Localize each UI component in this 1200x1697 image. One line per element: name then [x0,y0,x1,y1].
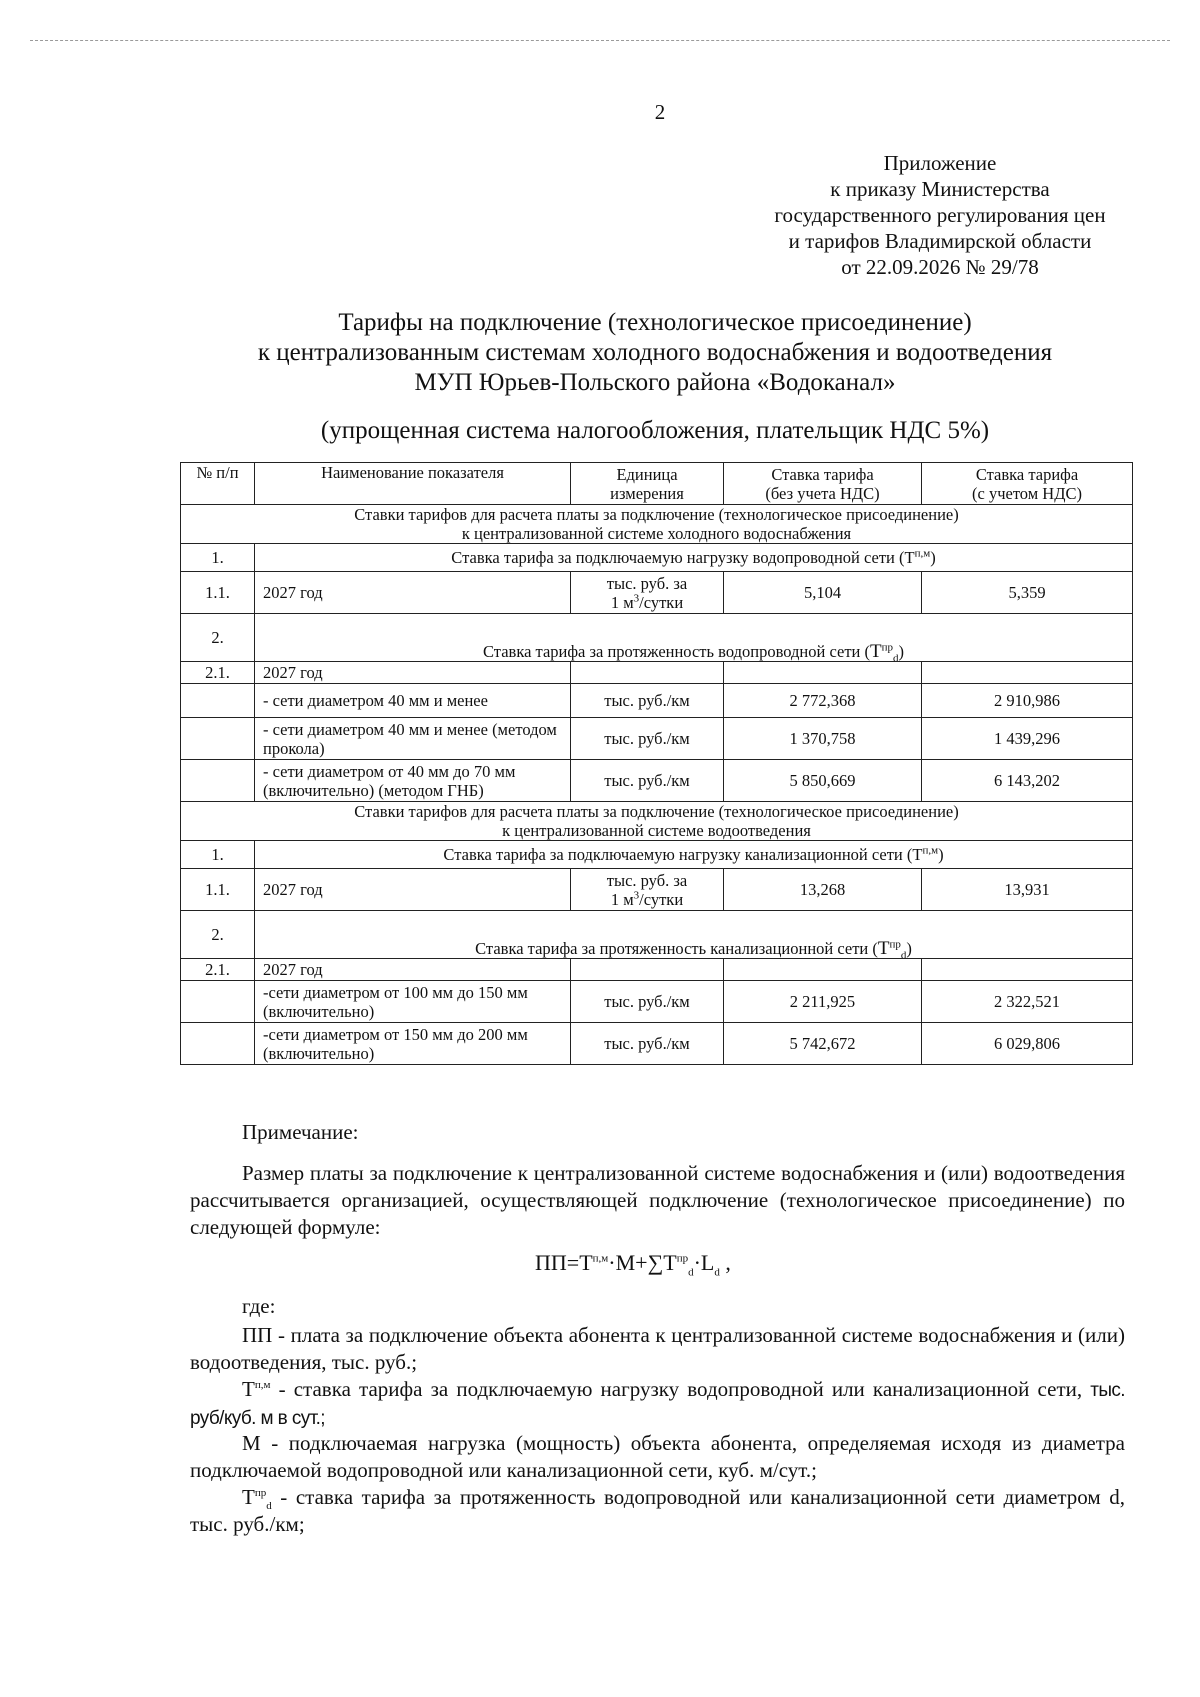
row-unit: тыс. руб./км [571,760,724,802]
row-rate: 5,104 [724,572,922,614]
title-line: к централизованным системам холодного водоснабжения и водоотведения [257,339,1053,366]
row-rate: 1 370,758 [724,718,922,760]
appendix-line: государственного регулирования цен [774,203,1106,227]
table-row [181,981,1133,1023]
table-row [181,544,1133,572]
row-unit: тыс. руб. за 1 $м^3$/сутки [571,869,724,911]
row-year: 2027 год [255,572,571,614]
row-num: 1. [181,544,255,572]
row-name: - сети диаметром 40 мм и менее [255,684,571,718]
row-num: 2. [181,911,255,959]
header-num: № п/п [181,463,255,505]
table-row [181,718,1133,760]
row-rate: 13,268 [724,869,922,911]
definition-pp: ПП - плата за подключение объекта абонента к централизованной системе водоснабжения и (или) водоотведения, тыс. руб.; [190,1323,1125,1374]
row-rate-vat: 13,931 [922,869,1133,911]
table-row [181,869,1133,911]
title-line: МУП Юрьев-Польского района «Водоканал» [414,369,896,396]
row-unit: тыс. руб./км [571,684,724,718]
table-row [181,684,1133,718]
table-row [181,1023,1133,1065]
row-rate-vat: 2 910,986 [922,684,1133,718]
definition-t-load: $Т^{п,м}$ - ставка тарифа за подключаемую нагрузку водопроводной или канализационной сети, тыс. руб/куб. м в сут.; [190,1377,1125,1429]
document-title [170,308,1140,398]
page-number: 2 [654,100,666,124]
header-name: Наименование показателя [255,463,571,505]
table-row [181,841,1133,869]
row-year: 2027 год [255,662,571,684]
section-row-sewer [181,802,1133,841]
row-name: - сети диаметром 40 мм и менее (методом прокола) [255,718,571,760]
tariff-table [180,462,1133,1065]
header-unit: Единица измерения [571,463,724,505]
table-row [181,662,1133,684]
scan-artifact-line [30,40,1170,41]
row-year: 2027 год [255,959,571,981]
note-title: Примечание: [242,1120,359,1144]
title-line: Тарифы на подключение (технологическое присоединение) [338,309,972,336]
table-row [181,760,1133,802]
load-rate-heading: Ставка тарифа за подключаемую нагрузку водопроводной сети $(Т^{п,м})$ [255,544,1133,572]
section-row-water [181,505,1133,544]
row-num: 1.1. [181,572,255,614]
appendix-line: и тарифов Владимирской области [788,229,1092,253]
row-rate: 2 211,925 [724,981,922,1023]
row-rate: 5 850,669 [724,760,922,802]
row-year: 2027 год [255,869,571,911]
section-heading: Ставки тарифов для расчета платы за подключение (технологическое присоединение) к централизованной системе холодного водоснабжения [181,505,1133,544]
row-num: 2.1. [181,662,255,684]
length-rate-heading: Ставка тарифа за протяженность канализационной сети $(Т^{пр}_d)$ [255,911,1133,959]
load-rate-heading: Ставка тарифа за подключаемую нагрузку канализационной сети $(Т^{п,м})$ [255,841,1133,869]
header-rate: Ставка тарифа (без учета НДС) [724,463,922,505]
note-intro: Размер платы за подключение к централизованной системе водоснабжения и (или) водоотведения рассчитывается организацией, осуществляющей подключение (технологическое присоединение) по следующей формуле: [190,1161,1125,1239]
row-num: 2. [181,614,255,662]
row-name: -сети диаметром от 100 мм до 150 мм (включительно) [255,981,571,1023]
row-unit: тыс. руб./км [571,1023,724,1065]
header-rate-vat: Ставка тарифа (с учетом НДС) [922,463,1133,505]
row-unit: тыс. руб./км [571,718,724,760]
table-row [181,572,1133,614]
payment-formula: $ПП=Т^{п,м}\cdot М+\sum Т^{пр}_d\cdot L_d$ , [535,1250,731,1279]
row-unit: тыс. руб. за 1 $м^3$/сутки [571,572,724,614]
where-label: где: [242,1294,276,1318]
row-rate-vat: 6 143,202 [922,760,1133,802]
appendix-line: к приказу Министерства [830,177,1050,201]
table-header-row [181,463,1133,505]
table-row [181,614,1133,662]
row-name: - сети диаметром от 40 мм до 70 мм (включительно) (методом ГНБ) [255,760,571,802]
appendix-line: Приложение [883,151,997,175]
section-heading: Ставки тарифов для расчета платы за подключение (технологическое присоединение) к централизованной системе водоотведения [181,802,1133,841]
appendix-line: от 22.09.2026 № 29/78 [841,255,1039,279]
appendix-header [740,150,1140,280]
row-name: -сети диаметром от 150 мм до 200 мм (включительно) [255,1023,571,1065]
definition-t-length: $Т^{пр}_d$ - ставка тарифа за протяженность водопроводной или канализационной сети диаметром d, тыс. руб./км; [190,1485,1125,1536]
table-row [181,959,1133,981]
row-rate-vat: 6 029,806 [922,1023,1133,1065]
length-rate-heading: Ставка тарифа за протяженность водопроводной сети $(Т^{пр}_d)$ [255,614,1133,662]
row-rate-vat: 5,359 [922,572,1133,614]
row-num: 1.1. [181,869,255,911]
document-subtitle: (упрощенная система налогообложения, плательщик НДС 5%) [320,417,990,444]
row-rate: 2 772,368 [724,684,922,718]
row-num: 2.1. [181,959,255,981]
table-row [181,911,1133,959]
row-num: 1. [181,841,255,869]
row-unit: тыс. руб./км [571,981,724,1023]
row-rate: 5 742,672 [724,1023,922,1065]
row-rate-vat: 1 439,296 [922,718,1133,760]
definition-m: М - подключаемая нагрузка (мощность) объекта абонента, определяемая исходя из диаметра подключаемой водопроводной или канализационной сети, куб. м/сут.; [190,1431,1125,1482]
row-rate-vat: 2 322,521 [922,981,1133,1023]
